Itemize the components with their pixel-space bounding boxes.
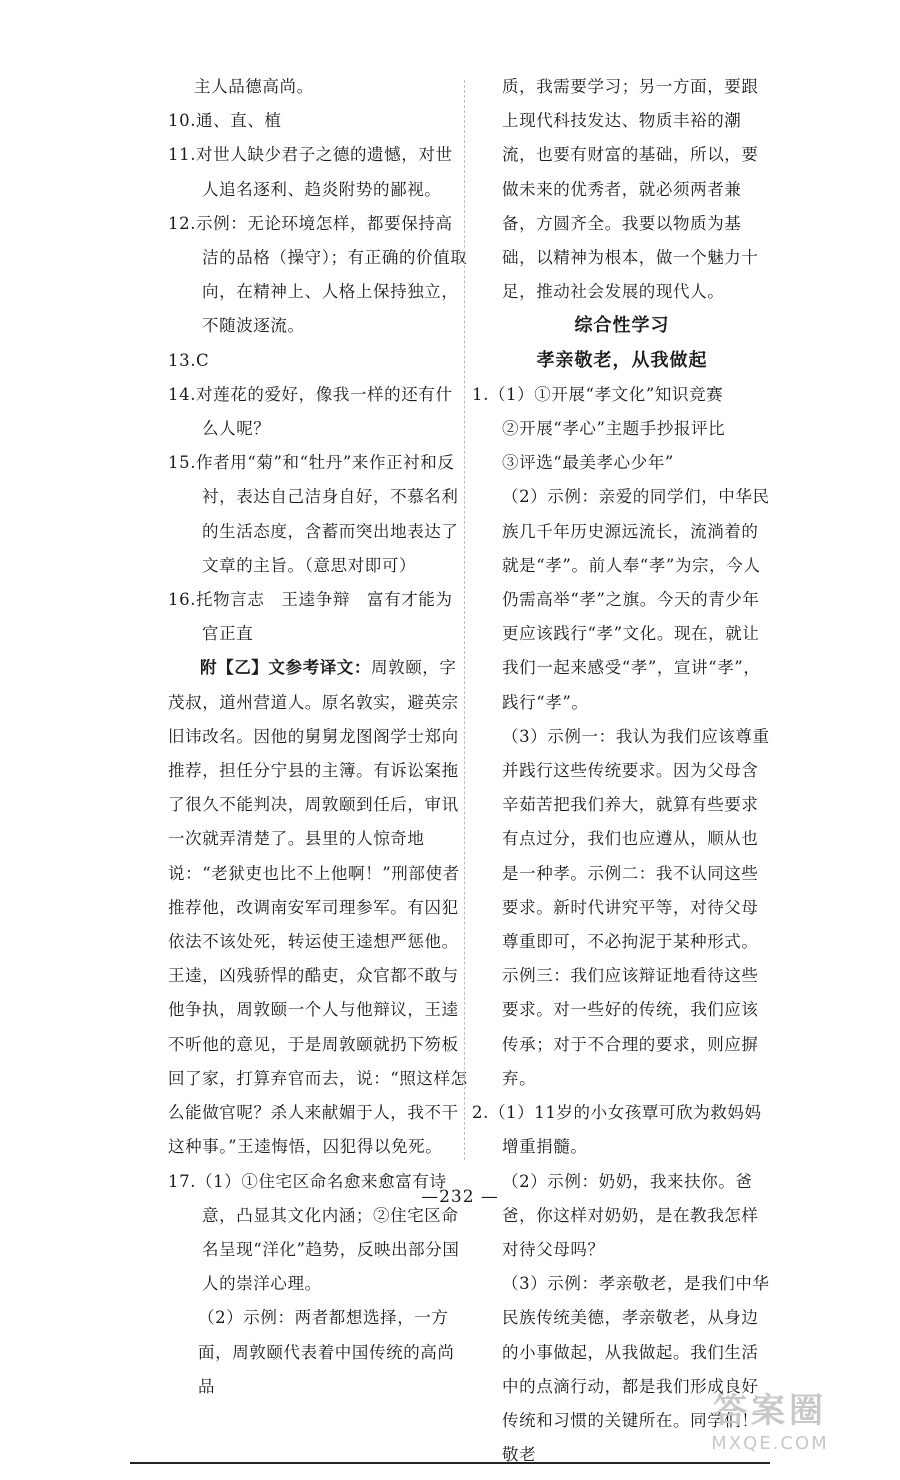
answer-2-2: （2）示例：奶奶，我来扶你。爸爸，你这样对奶奶，是在教我怎样对待父母吗？ <box>502 1171 759 1259</box>
answer-17-part1: 17.（1）①住宅区命名愈来愈富有诗意，凸显其文化内涵；②住宅区命名呈现“洋化”趋势，反映出部分国人的崇洋心理。 <box>168 1171 460 1294</box>
answer-17-part2: （2）示例：两者都想选择，一方面，周敦颐代表着中国传统的高尚品 <box>198 1308 455 1396</box>
footer-rule <box>130 1462 770 1464</box>
answer-1-1: 1.（1）①开展“孝文化”知识竞赛 <box>472 384 724 404</box>
answer-2-3: （3）示例：孝亲敬老，是我们中华民族传统美德，孝亲敬老，从身边的小事做起，从我做起。我们生活中的点滴行动，都是我们形成良好传统和习惯的关键所在。同学们！敬老 <box>502 1274 770 1465</box>
answer-11: 11.对世人缺少君子之德的遗憾，对世人追名逐利、趋炎附势的鄙视。 <box>168 145 453 199</box>
answer-2-1: 2.（1）11岁的小女孩覃可欣为救妈妈增重捐髓。 <box>472 1103 762 1157</box>
translation-label: 附【乙】文参考译文： <box>200 658 371 678</box>
page-number: —232 — <box>421 1187 499 1207</box>
section-title: 综合性学习 <box>574 315 670 337</box>
section-subtitle: 孝亲敬老，从我做起 <box>536 349 708 371</box>
answer-14: 14.对莲花的爱好，像我一样的还有什么人呢？ <box>168 384 453 439</box>
answer-1-2: （2）示例：亲爱的同学们，中华民族几千年历史源远流长，流淌着的就是“孝”。前人奉“孝”为宗，今人仍需高举“孝”之旗。今天的青少年更应该践行“孝”文化。现在，就让我们一起来感受“孝”，宣讲“孝”，践行“孝”。 <box>502 487 770 712</box>
answer-1-1-b: ②开展“孝心”主题手抄报评比 <box>502 419 726 439</box>
watermark-title: 答案圈 <box>713 1391 827 1431</box>
answer-line: 主人品德高尚。 <box>194 77 314 96</box>
answer-1-3: （3）示例一：我认为我们应该尊重并践行这些传统要求。因为父母含辛茹苦把我们养大，就算有些要求有点过分，我们也应遵从，顺从也是一种孝。示例二：我不认同这些要求。新时代讲究平等，对待父母尊重即可，不必拘泥于某种形式。示例三：我们应该辩证地看待这些要求。对一些好的传统，我们应该传承；对于不合理的要求，则应摒弃。 <box>502 726 770 1088</box>
watermark-logo <box>670 1390 870 1470</box>
answer-16: 16.托物言志 王逵争辩 富有才能为官正直 <box>168 590 453 644</box>
answer-12: 12.示例：无论环境怎样，都要保持高洁的品格（操守）；有正确的价值取向，在精神上、人格上保持独立，不随波逐流。 <box>168 213 468 336</box>
answer-17-continuation: 质，我需要学习；另一方面，要跟上现代科技发达、物质丰裕的潮流，也要有财富的基础，所以，要做未来的优秀者，就必须两者兼备，方圆齐全。我要以物质为基础，以精神为根本，做一个魅力十足，推动社会发展的现代人。 <box>502 77 759 302</box>
column-divider <box>464 80 465 1160</box>
translation-text: 周敦颐，字茂叔，道州营道人。原名敦实，避英宗旧讳改名。因他的舅舅龙图阁学士郑向推荐，担任分宁县的主簿。有诉讼案拖了很久不能判决，周敦颐到任后，审讯一次就弄清楚了。县里的人惊奇地说：“老狱吏也比不上他啊！”刑部使者推荐他，改调南安军司理参军。有囚犯依法不该处死，转运使王逵想严惩他。王逵，凶残骄悍的酷吏，众官都不敢与他争执，周敦颐一个人与他辩议，王逵不听他的意见，于是周敦颐就扔下笏板回了家，打算弃官而去，说：“照这样怎么能做官呢？杀人来献媚于人，我不干这种事。”王逵悔悟，囚犯得以免死。 <box>168 658 468 1157</box>
answer-13: 13.C <box>168 350 210 370</box>
answer-15: 15.作者用“菊”和“牡丹”来作正衬和反衬，表达自己洁身自好，不慕名利的生活态度，含蓄而突出地表达了文章的主旨。（意思对即可） <box>168 453 459 575</box>
answer-1-1-c: ③评选“最美孝心少年” <box>502 453 674 473</box>
answer-10: 10.通、直、植 <box>168 111 282 131</box>
watermark-url: MXQE.COM <box>711 1433 829 1454</box>
right-column <box>472 70 772 1472</box>
translation-paragraph <box>168 651 468 1164</box>
